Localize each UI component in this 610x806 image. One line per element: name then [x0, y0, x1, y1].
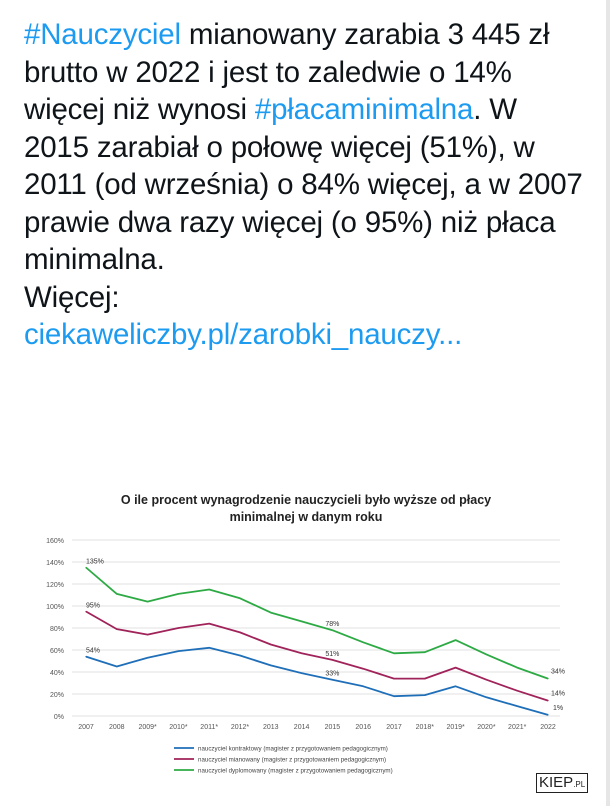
scroll-edge: [606, 0, 610, 806]
x-tick-label: 2007: [78, 724, 94, 731]
data-point: [332, 630, 333, 631]
y-tick-label: 120%: [46, 582, 64, 589]
x-tick-label: 2013: [263, 724, 279, 731]
x-tick-label: 2016: [355, 724, 371, 731]
data-point: [517, 667, 518, 668]
data-point: [301, 621, 302, 622]
data-point: [147, 634, 148, 635]
data-point: [517, 690, 518, 691]
data-point: [547, 714, 548, 715]
data-label: 54%: [86, 647, 101, 655]
watermark-suffix: .PL: [573, 780, 586, 789]
data-point: [209, 589, 210, 590]
data-point: [424, 678, 425, 679]
data-label: 95%: [86, 602, 101, 610]
data-label: 33%: [325, 670, 340, 678]
data-label: 51%: [325, 650, 340, 658]
data-point: [547, 678, 548, 679]
y-tick-label: 0%: [53, 714, 64, 721]
tweet-text: [24, 16, 584, 354]
data-point: [209, 623, 210, 624]
watermark-main: KIEP: [539, 774, 574, 791]
series-line-1: [86, 648, 548, 715]
x-tick-label: 2018*: [415, 724, 434, 731]
data-point: [455, 686, 456, 687]
legend-label: nauczyciel kontraktowy (magister z przygotowaniem pedagogicznym): [198, 745, 388, 753]
x-tick-label: 2017: [386, 724, 402, 731]
data-point: [486, 654, 487, 655]
data-point: [85, 611, 86, 612]
data-point: [517, 706, 518, 707]
data-label: 135%: [86, 558, 104, 566]
y-tick-label: 40%: [49, 670, 64, 677]
y-tick-label: 140%: [46, 560, 64, 567]
x-tick-label: 2020*: [477, 724, 496, 731]
x-tick-label: 2015: [324, 724, 341, 731]
data-point: [178, 651, 179, 652]
x-tick-label: 2019*: [446, 724, 465, 731]
data-point: [116, 629, 117, 630]
data-point: [85, 567, 86, 568]
data-point: [270, 665, 271, 666]
data-point: [116, 593, 117, 594]
x-tick-label: 2008: [109, 724, 125, 731]
data-point: [363, 668, 364, 669]
tweet-text-part-1: mianowany zarabia 3 445 zł brutto w 2022 i jest to zaledwie o 14% więcej niż wynosi: [24, 18, 550, 126]
data-point: [363, 642, 364, 643]
x-tick-label: 2021*: [508, 724, 527, 731]
tweet-text-part-2: . W 2015 zarabiał o połowę więcej (51%), w 2011 (od września) o 84% więcej, a w 2007 prawie dwa razy więcej (o 95%) niż płaca minimalna.: [24, 93, 583, 276]
data-point: [486, 697, 487, 698]
data-label: 78%: [325, 621, 340, 629]
data-point: [301, 673, 302, 674]
x-tick-label: 2022: [540, 724, 556, 731]
data-point: [178, 627, 179, 628]
data-point: [332, 659, 333, 660]
article-link[interactable]: ciekaweliczby.pl/zarobki_nauczy...: [24, 318, 463, 351]
data-label: 1%: [552, 704, 564, 712]
data-point: [455, 640, 456, 641]
data-point: [239, 632, 240, 633]
data-point: [239, 598, 240, 599]
hashtag-nauczyciel[interactable]: #Nauczyciel: [24, 18, 181, 51]
x-tick-label: 2009*: [138, 724, 157, 731]
data-point: [85, 656, 86, 657]
more-label: Więcej:: [24, 280, 120, 314]
data-point: [363, 686, 364, 687]
y-tick-label: 80%: [49, 626, 64, 633]
data-point: [424, 695, 425, 696]
data-point: [116, 666, 117, 667]
data-point: [239, 655, 240, 656]
chart-card: [22, 484, 590, 806]
x-tick-label: 2014: [293, 724, 310, 731]
y-tick-label: 60%: [49, 648, 64, 655]
legend-label: nauczyciel mianowany (magister z przygotowaniem pedagogicznym): [198, 756, 387, 764]
data-point: [147, 601, 148, 602]
data-label: 34%: [550, 668, 566, 676]
x-tick-label: 2010*: [169, 724, 188, 731]
data-point: [178, 593, 179, 594]
x-tick-label: 2011*: [200, 724, 219, 731]
data-point: [270, 644, 271, 645]
data-point: [332, 679, 333, 680]
data-point: [393, 653, 394, 654]
data-point: [455, 667, 456, 668]
chart-title-line-2: minimalnej w danym roku: [229, 510, 383, 524]
kiep-watermark: [536, 773, 588, 793]
hashtag-placaminimalna[interactable]: #płacaminimalna: [254, 93, 474, 126]
data-point: [393, 696, 394, 697]
data-point: [209, 647, 210, 648]
data-label: 14%: [550, 690, 566, 698]
chart-title-line-1: O ile procent wynagrodzenie nauczycieli było wyższe od płacy: [120, 493, 492, 507]
data-point: [393, 678, 394, 679]
x-tick-label: 2012*: [230, 724, 250, 731]
data-point: [547, 700, 548, 701]
data-point: [301, 653, 302, 654]
y-tick-label: 100%: [46, 604, 64, 611]
data-point: [270, 612, 271, 613]
data-point: [147, 657, 148, 658]
data-point: [424, 652, 425, 653]
data-point: [486, 679, 487, 680]
legend-label: nauczyciel dyplomowany (magister z przygotowaniem pedagogicznym): [198, 767, 393, 775]
line-chart: [22, 484, 590, 806]
y-tick-label: 20%: [49, 692, 64, 699]
y-tick-label: 160%: [46, 538, 64, 545]
